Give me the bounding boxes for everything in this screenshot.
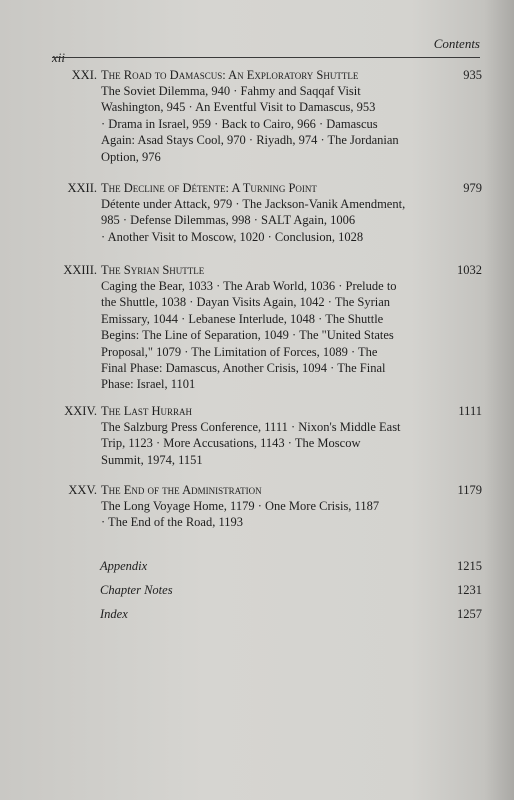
- section-line: Washington, 945 · An Eventful Visit to Damascus, 953: [101, 100, 376, 115]
- section-line: Caging the Bear, 1033 · The Arab World, 1036 · Prelude to: [101, 279, 397, 293]
- running-title: Contents: [433, 36, 480, 51]
- section-line: Option, 976: [101, 149, 161, 164]
- chapter-title: The Road to Damascus: An Exploratory Shuttle: [101, 68, 359, 82]
- section-line: · The End of the Road, 1193: [101, 515, 243, 530]
- chapter-numeral: XXV.: [68, 483, 97, 497]
- backmatter-label: Index: [100, 607, 128, 621]
- chapter-numeral: XXII.: [67, 181, 97, 195]
- chapter-title: The End of the Administration: [101, 483, 262, 497]
- section-line: Final Phase: Damascus, Another Crisis, 1094 · The Final: [101, 361, 386, 376]
- chapter-page-number: 1032: [457, 263, 482, 277]
- page-folio: xii: [52, 50, 65, 65]
- section-line: The Salzburg Press Conference, 1111 · Nixon's Middle East: [101, 420, 401, 434]
- chapter-sections: [101, 419, 401, 468]
- section-line: the Shuttle, 1038 · Dayan Visits Again, 1042 · The Syrian: [101, 295, 391, 310]
- backmatter-page-number: 1257: [457, 607, 482, 621]
- chapter-title: The Syrian Shuttle: [101, 263, 205, 277]
- chapter-sections: [101, 498, 379, 531]
- section-line: · Another Visit to Moscow, 1020 · Conclusion, 1028: [101, 229, 364, 244]
- section-line: Proposal," 1079 · The Limitation of Forces, 1089 · The: [101, 344, 378, 359]
- section-line: Emissary, 1044 · Lebanese Interlude, 1048 · The Shuttle: [101, 311, 384, 326]
- section-line: Détente under Attack, 979 · The Jackson-Vanik Amendment,: [101, 197, 406, 211]
- chapter-page-number: 979: [463, 181, 482, 195]
- chapter-title: The Last Hurrah: [101, 404, 193, 418]
- section-line: 985 · Defense Dilemmas, 998 · SALT Again, 1006: [101, 213, 356, 228]
- chapter-title: The Decline of Détente: A Turning Point: [101, 181, 317, 195]
- backmatter-label: Appendix: [100, 559, 148, 573]
- backmatter-page-number: 1231: [457, 583, 482, 597]
- chapter-page-number: 1111: [458, 404, 482, 418]
- chapter-page-number: 1179: [457, 483, 482, 497]
- chapter-page-number: 935: [463, 68, 482, 82]
- section-line: · Drama in Israel, 959 · Back to Cairo, 966 · Damascus: [101, 116, 378, 131]
- section-line: Phase: Israel, 1101: [101, 377, 196, 392]
- section-line: Trip, 1123 · More Accusations, 1143 · The Moscow: [101, 436, 361, 451]
- backmatter-page-number: 1215: [457, 559, 482, 573]
- section-line: The Long Voyage Home, 1179 · One More Crisis, 1187: [101, 499, 380, 513]
- backmatter-label: Chapter Notes: [100, 583, 173, 597]
- header-rule: [52, 57, 480, 58]
- section-line: The Soviet Dilemma, 940 · Fahmy and Saqqaf Visit: [101, 84, 361, 98]
- chapter-sections: [101, 196, 405, 245]
- chapter-numeral: XXI.: [71, 68, 97, 82]
- chapter-sections: [101, 83, 399, 165]
- chapter-numeral: XXIV.: [64, 404, 97, 418]
- section-line: Summit, 1974, 1151: [101, 452, 203, 467]
- section-line: Begins: The Line of Separation, 1049 · The "United States: [101, 328, 394, 343]
- chapter-numeral: XXIII.: [63, 263, 97, 277]
- chapter-sections: [101, 278, 397, 393]
- section-line: Again: Asad Stays Cool, 970 · Riyadh, 974 · The Jordanian: [101, 133, 399, 148]
- page-gutter-shadow: [484, 0, 514, 800]
